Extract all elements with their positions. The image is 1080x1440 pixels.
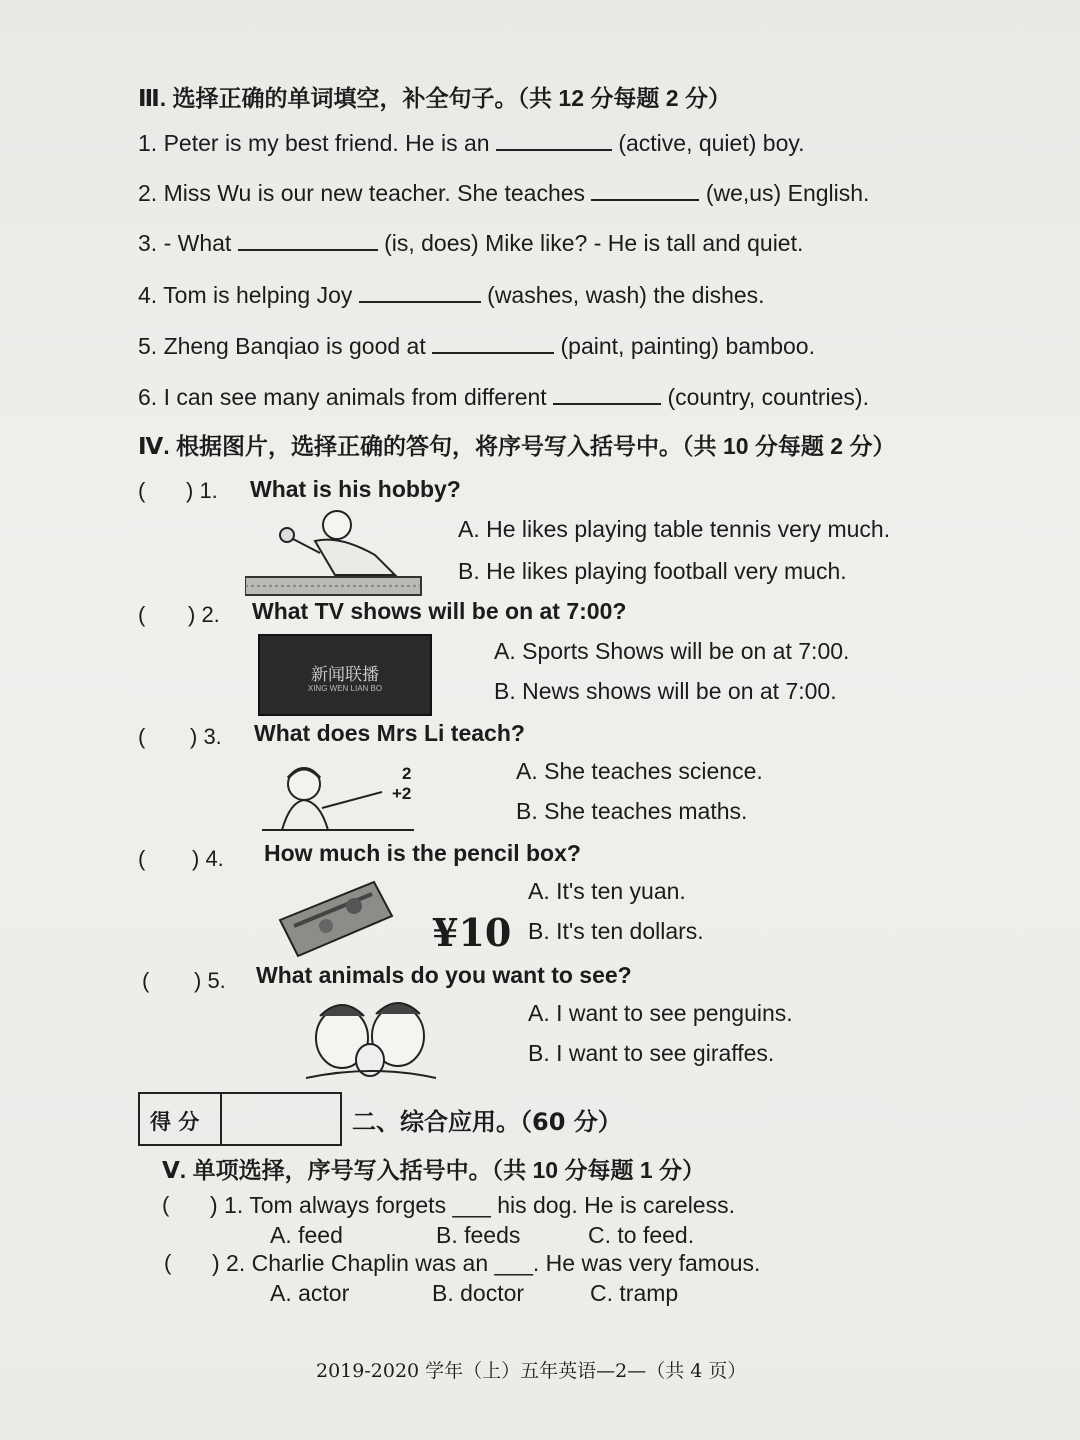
item-options: (paint, painting) bamboo. bbox=[560, 333, 815, 359]
answer-paren[interactable]: ( bbox=[138, 478, 146, 503]
option-c: C. tramp bbox=[590, 1280, 679, 1306]
answer-blank[interactable] bbox=[496, 131, 612, 151]
answer-paren[interactable]: ( bbox=[162, 1192, 170, 1217]
math-bottom: +2 bbox=[392, 784, 412, 803]
answer-paren[interactable]: ( bbox=[138, 846, 146, 871]
q-number: ) 5. bbox=[194, 968, 226, 993]
option-b: B. I want to see giraffes. bbox=[528, 1040, 775, 1066]
question-text: How much is the pencil box? bbox=[264, 840, 581, 866]
answer-paren[interactable]: ( bbox=[138, 602, 146, 627]
question-text: What TV shows will be on at 7:00? bbox=[252, 598, 627, 624]
option-b: B. doctor bbox=[432, 1280, 525, 1306]
item-text: I can see many animals from different bbox=[163, 384, 547, 410]
option-a: A. actor bbox=[270, 1280, 350, 1306]
item-number: ) 2. bbox=[212, 1250, 246, 1276]
s5-item-1 bbox=[210, 1192, 735, 1219]
q-number: ) 2. bbox=[188, 602, 220, 627]
question-text: What does Mrs Li teach? bbox=[254, 720, 525, 746]
score-box bbox=[138, 1092, 342, 1146]
s3-item-3 bbox=[138, 230, 803, 257]
option-a: A. feed bbox=[270, 1222, 343, 1248]
s3-item-5 bbox=[138, 333, 815, 360]
table-tennis-image bbox=[245, 505, 423, 600]
option-a: A. I want to see penguins. bbox=[528, 1000, 793, 1026]
item-number: 3. bbox=[138, 230, 158, 256]
item-options: (washes, wash) the dishes. bbox=[487, 282, 765, 308]
item-text: Miss Wu is our new teacher. She teaches bbox=[163, 180, 586, 206]
option-b: B. News shows will be on at 7:00. bbox=[494, 678, 837, 704]
item-options: (is, does) Mike like? - He is tall and quiet. bbox=[384, 230, 804, 256]
option-b: B. feeds bbox=[436, 1222, 521, 1248]
option-c: C. to feed. bbox=[588, 1222, 695, 1248]
q-number: ) 1. bbox=[186, 478, 218, 503]
item-text: - What bbox=[163, 230, 232, 256]
option-a: A. He likes playing table tennis very much. bbox=[458, 516, 891, 542]
option-a: A. She teaches science. bbox=[516, 758, 763, 784]
item-number: 1. bbox=[138, 130, 158, 156]
q-number: ) 3. bbox=[190, 724, 222, 749]
tv-subcaption: XING WEN LIAN BO bbox=[307, 684, 383, 693]
option-a: A. Sports Shows will be on at 7:00. bbox=[494, 638, 850, 664]
item-text: Peter is my best friend. He is an bbox=[163, 130, 490, 156]
s3-item-2 bbox=[138, 180, 869, 207]
page-footer: 2019-2020 学年（上）五年英语—2—（共 4 页） bbox=[316, 1360, 747, 1382]
price-label: ¥10 bbox=[432, 910, 512, 955]
item-number: 6. bbox=[138, 384, 158, 410]
answer-blank[interactable] bbox=[359, 283, 481, 303]
item-number: ) 1. bbox=[210, 1192, 244, 1218]
item-text: Tom is helping Joy bbox=[163, 282, 353, 308]
item-number: 5. bbox=[138, 333, 158, 359]
item-options: (active, quiet) boy. bbox=[618, 130, 805, 156]
s3-item-6 bbox=[138, 384, 869, 411]
penguins-image bbox=[302, 994, 440, 1084]
option-b: B. He likes playing football very much. bbox=[458, 558, 847, 584]
s3-item-1 bbox=[138, 130, 805, 157]
answer-paren[interactable]: ( bbox=[138, 724, 146, 749]
section3-title: Ⅲ. 选择正确的单词填空，补全句子。（共 12 分每题 2 分） bbox=[138, 85, 731, 111]
section4-title: Ⅳ. 根据图片，选择正确的答句，将序号写入括号中。（共 10 分每题 2 分） bbox=[138, 433, 896, 459]
item-number: 2. bbox=[138, 180, 158, 206]
item-number: 4. bbox=[138, 282, 158, 308]
answer-blank[interactable] bbox=[238, 231, 378, 251]
question-text: What is his hobby? bbox=[250, 476, 461, 502]
part2-title: 二、综合应用。（60 分） bbox=[352, 1108, 622, 1136]
math-top: 2 bbox=[402, 764, 412, 783]
tv-caption: 新闻联播 bbox=[311, 665, 379, 685]
answer-paren[interactable]: ( bbox=[164, 1250, 172, 1275]
answer-paren[interactable]: ( bbox=[142, 968, 150, 993]
answer-blank[interactable] bbox=[432, 334, 554, 354]
tv-news-image bbox=[258, 634, 432, 716]
option-b: B. She teaches maths. bbox=[516, 798, 748, 824]
item-text: Charlie Chaplin was an ___. He was very famous. bbox=[251, 1250, 761, 1276]
answer-blank[interactable] bbox=[553, 385, 661, 405]
option-a: A. It's ten yuan. bbox=[528, 878, 686, 904]
question-text: What animals do you want to see? bbox=[256, 962, 632, 988]
q-number: ) 4. bbox=[192, 846, 224, 871]
section5-title: Ⅴ. 单项选择，序号写入括号中。（共 10 分每题 1 分） bbox=[162, 1157, 706, 1183]
option-b: B. It's ten dollars. bbox=[528, 918, 704, 944]
item-options: (we,us) English. bbox=[705, 180, 870, 206]
item-options: (country, countries). bbox=[667, 384, 869, 410]
s5-item-2 bbox=[212, 1250, 760, 1277]
item-text: Zheng Banqiao is good at bbox=[163, 333, 426, 359]
answer-blank[interactable] bbox=[591, 181, 699, 201]
item-text: Tom always forgets ___ his dog. He is careless. bbox=[249, 1192, 735, 1218]
s3-item-4 bbox=[138, 282, 765, 309]
pencil-box-image bbox=[274, 876, 398, 962]
score-label: 得 分 bbox=[150, 1110, 200, 1134]
